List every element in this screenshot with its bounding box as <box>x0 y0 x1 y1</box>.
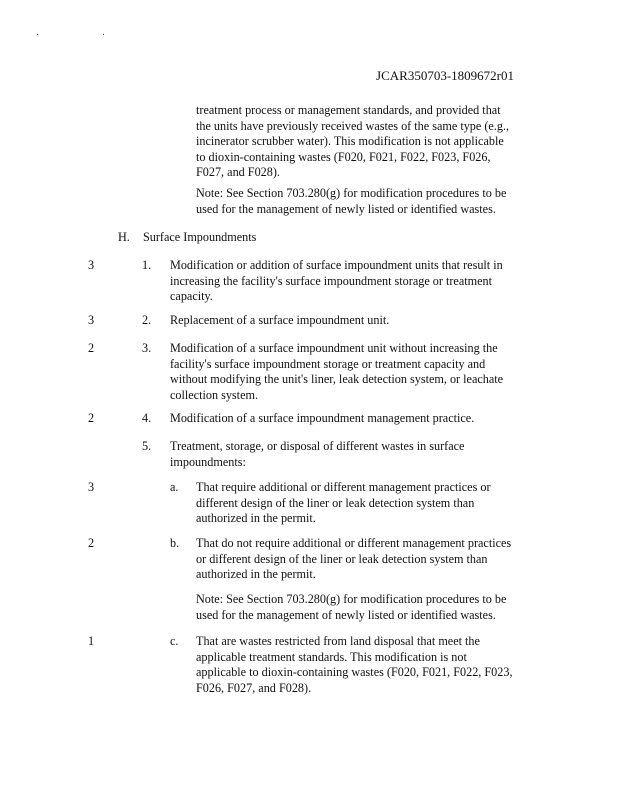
section-title: Surface Impoundments <box>143 230 257 244</box>
tier-value: 2 <box>88 536 95 550</box>
subitem-text: That are wastes restricted from land disposal that meet the applicable treatment standards. This modification is not applicable to dioxin-containing wastes (F020, F021, F022, F023, F026, F027, and F028). <box>196 634 513 695</box>
item-text: Modification of a surface impoundment management practice. <box>170 411 475 425</box>
intro-note: Note: See Section 703.280(g) for modification procedures to be used for the management of newly listed or identified wastes. <box>196 186 507 216</box>
item-number: 3. <box>142 341 152 355</box>
tier-value: 3 <box>88 480 95 494</box>
tier-value: 1 <box>88 634 95 648</box>
item-text: Treatment, storage, or disposal of different wastes in surface impoundments: <box>170 439 465 469</box>
subitem-letter: c. <box>170 634 179 648</box>
section-number: H. <box>118 230 130 244</box>
subitem-letter: b. <box>170 536 180 550</box>
tier-value: 3 <box>88 258 95 272</box>
intro-paragraph: treatment process or management standards, and provided that the units have previously received wastes of the same type (e.g., incinerator scrubber water). This modification is not applicable to dioxin-containing wastes (F020, F021, F022, F023, F026, F027, and F028). <box>196 103 510 180</box>
subitem-letter: a. <box>170 480 179 494</box>
subitem-note: Note: See Section 703.280(g) for modification procedures to be used for the management of newly listed or identified wastes. <box>196 592 507 622</box>
item-text: Replacement of a surface impoundment unit. <box>170 313 390 327</box>
item-number: 5. <box>142 439 152 453</box>
tier-value: 2 <box>88 341 95 355</box>
item-number: 1. <box>142 258 152 272</box>
scan-marks: · · <box>36 30 136 41</box>
subitem-text: That do not require additional or different management practices or different design of the liner or leak detection system than authorized in the permit. <box>196 536 512 582</box>
subitem-text: That require additional or different management practices or different design of the liner or leak detection system than authorized in the permit. <box>196 480 491 526</box>
tier-value: 3 <box>88 313 95 327</box>
item-text: Modification of a surface impoundment unit without increasing the facility's surface impoundment storage or treatment capacity and without modifying the unit's liner, leak detection system, or leachate collection system. <box>170 341 504 402</box>
item-text: Modification or addition of surface impoundment units that result in increasing the facility's surface impoundment storage or treatment capacity. <box>170 258 503 304</box>
item-number: 4. <box>142 411 152 425</box>
tier-value: 2 <box>88 411 95 425</box>
item-number: 2. <box>142 313 152 327</box>
document-id: JCAR350703-1809672r01 <box>376 68 514 83</box>
